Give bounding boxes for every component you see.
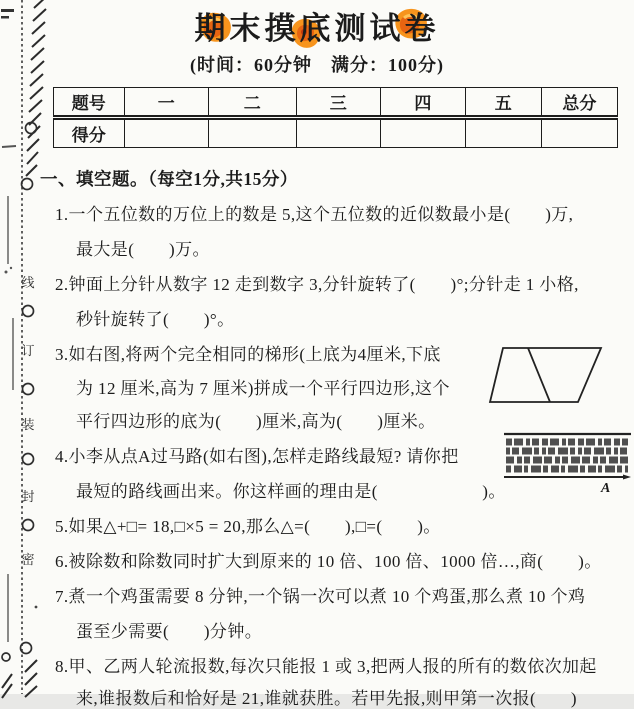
question-line: 8.甲、乙两人轮流报数,每次只能报 1 或 3,把两人报的所有的数依次加起 <box>55 657 597 676</box>
parallelogram-figure <box>487 338 609 410</box>
binding-char-feng: 封 <box>21 489 35 504</box>
score-cell <box>209 118 296 148</box>
score-table-header-cell: 一 <box>124 88 209 118</box>
question-line: 蛋至少需要( )分钟。 <box>76 622 263 641</box>
score-table-header-cell: 二 <box>209 88 296 118</box>
score-table-header-cell: 三 <box>296 88 381 118</box>
question-line: 1.一个五位数的万位上的数是 5,这个五位数的近似数最小是( )万, <box>55 205 574 224</box>
question-line: 4.小李从点A过马路(如右图),怎样走路线最短? 请你把 <box>55 447 459 466</box>
score-table-header-cell: 四 <box>381 88 466 118</box>
section-heading: 一、填空题。（每空1分,共15分） <box>40 169 298 189</box>
score-cell <box>465 118 541 148</box>
binding-char-mi: 密 <box>21 552 35 567</box>
score-table-header-cell: 五 <box>465 88 541 118</box>
score-table-header-cell: 题号 <box>54 88 125 118</box>
page-subtitle: (时间：60分钟 满分：100分) <box>190 55 444 75</box>
binding-char-zhuang: 装 <box>21 417 35 432</box>
question-line: 最短的路线画出来。你这样画的理由是( )。 <box>76 482 506 501</box>
road-figure <box>500 426 634 490</box>
question-line: 最大是( )万。 <box>76 240 210 259</box>
binding-char-ding: 订 <box>21 343 35 358</box>
score-cell <box>541 118 617 148</box>
question-line: 秒针旋转了( )°。 <box>76 310 235 329</box>
score-cell <box>124 118 209 148</box>
page-title: 期末摸底测试卷 <box>194 11 440 46</box>
score-cell <box>296 118 381 148</box>
binding-char-xian: 线 <box>21 275 35 290</box>
question-line: 2.钟面上分针从数字 12 走到数字 3,分针旋转了( )°;分针走 1 小格, <box>55 275 579 294</box>
question-line: 平行四边形的底为( )厘米,高为( )厘米。 <box>76 412 436 431</box>
score-table <box>53 87 618 148</box>
score-cell <box>381 118 466 148</box>
score-table-header-cell: 总分 <box>541 88 617 118</box>
score-row-label: 得分 <box>54 118 125 148</box>
question-line: 6.被除数和除数同时扩大到原来的 10 倍、100 倍、1000 倍…,商( )。 <box>55 552 602 571</box>
question-line: 5.如果△+□= 18,□×5 = 20,那么△=( ),□=( )。 <box>55 517 441 536</box>
question-line: 为 12 厘米,高为 7 厘米)拼成一个平行四边形,这个 <box>76 379 450 398</box>
point-a-label: A <box>601 481 611 496</box>
question-line: 3.如右图,将两个完全相同的梯形(上底为4厘米,下底 <box>55 345 441 364</box>
question-line: 7.煮一个鸡蛋需要 8 分钟,一个锅一次可以煮 10 个鸡蛋,那么煮 10 个鸡 <box>55 587 586 606</box>
question-line: 来,谁报数后和恰好是 21,谁就获胜。若甲先报,则甲第一次报( ) <box>76 689 577 708</box>
